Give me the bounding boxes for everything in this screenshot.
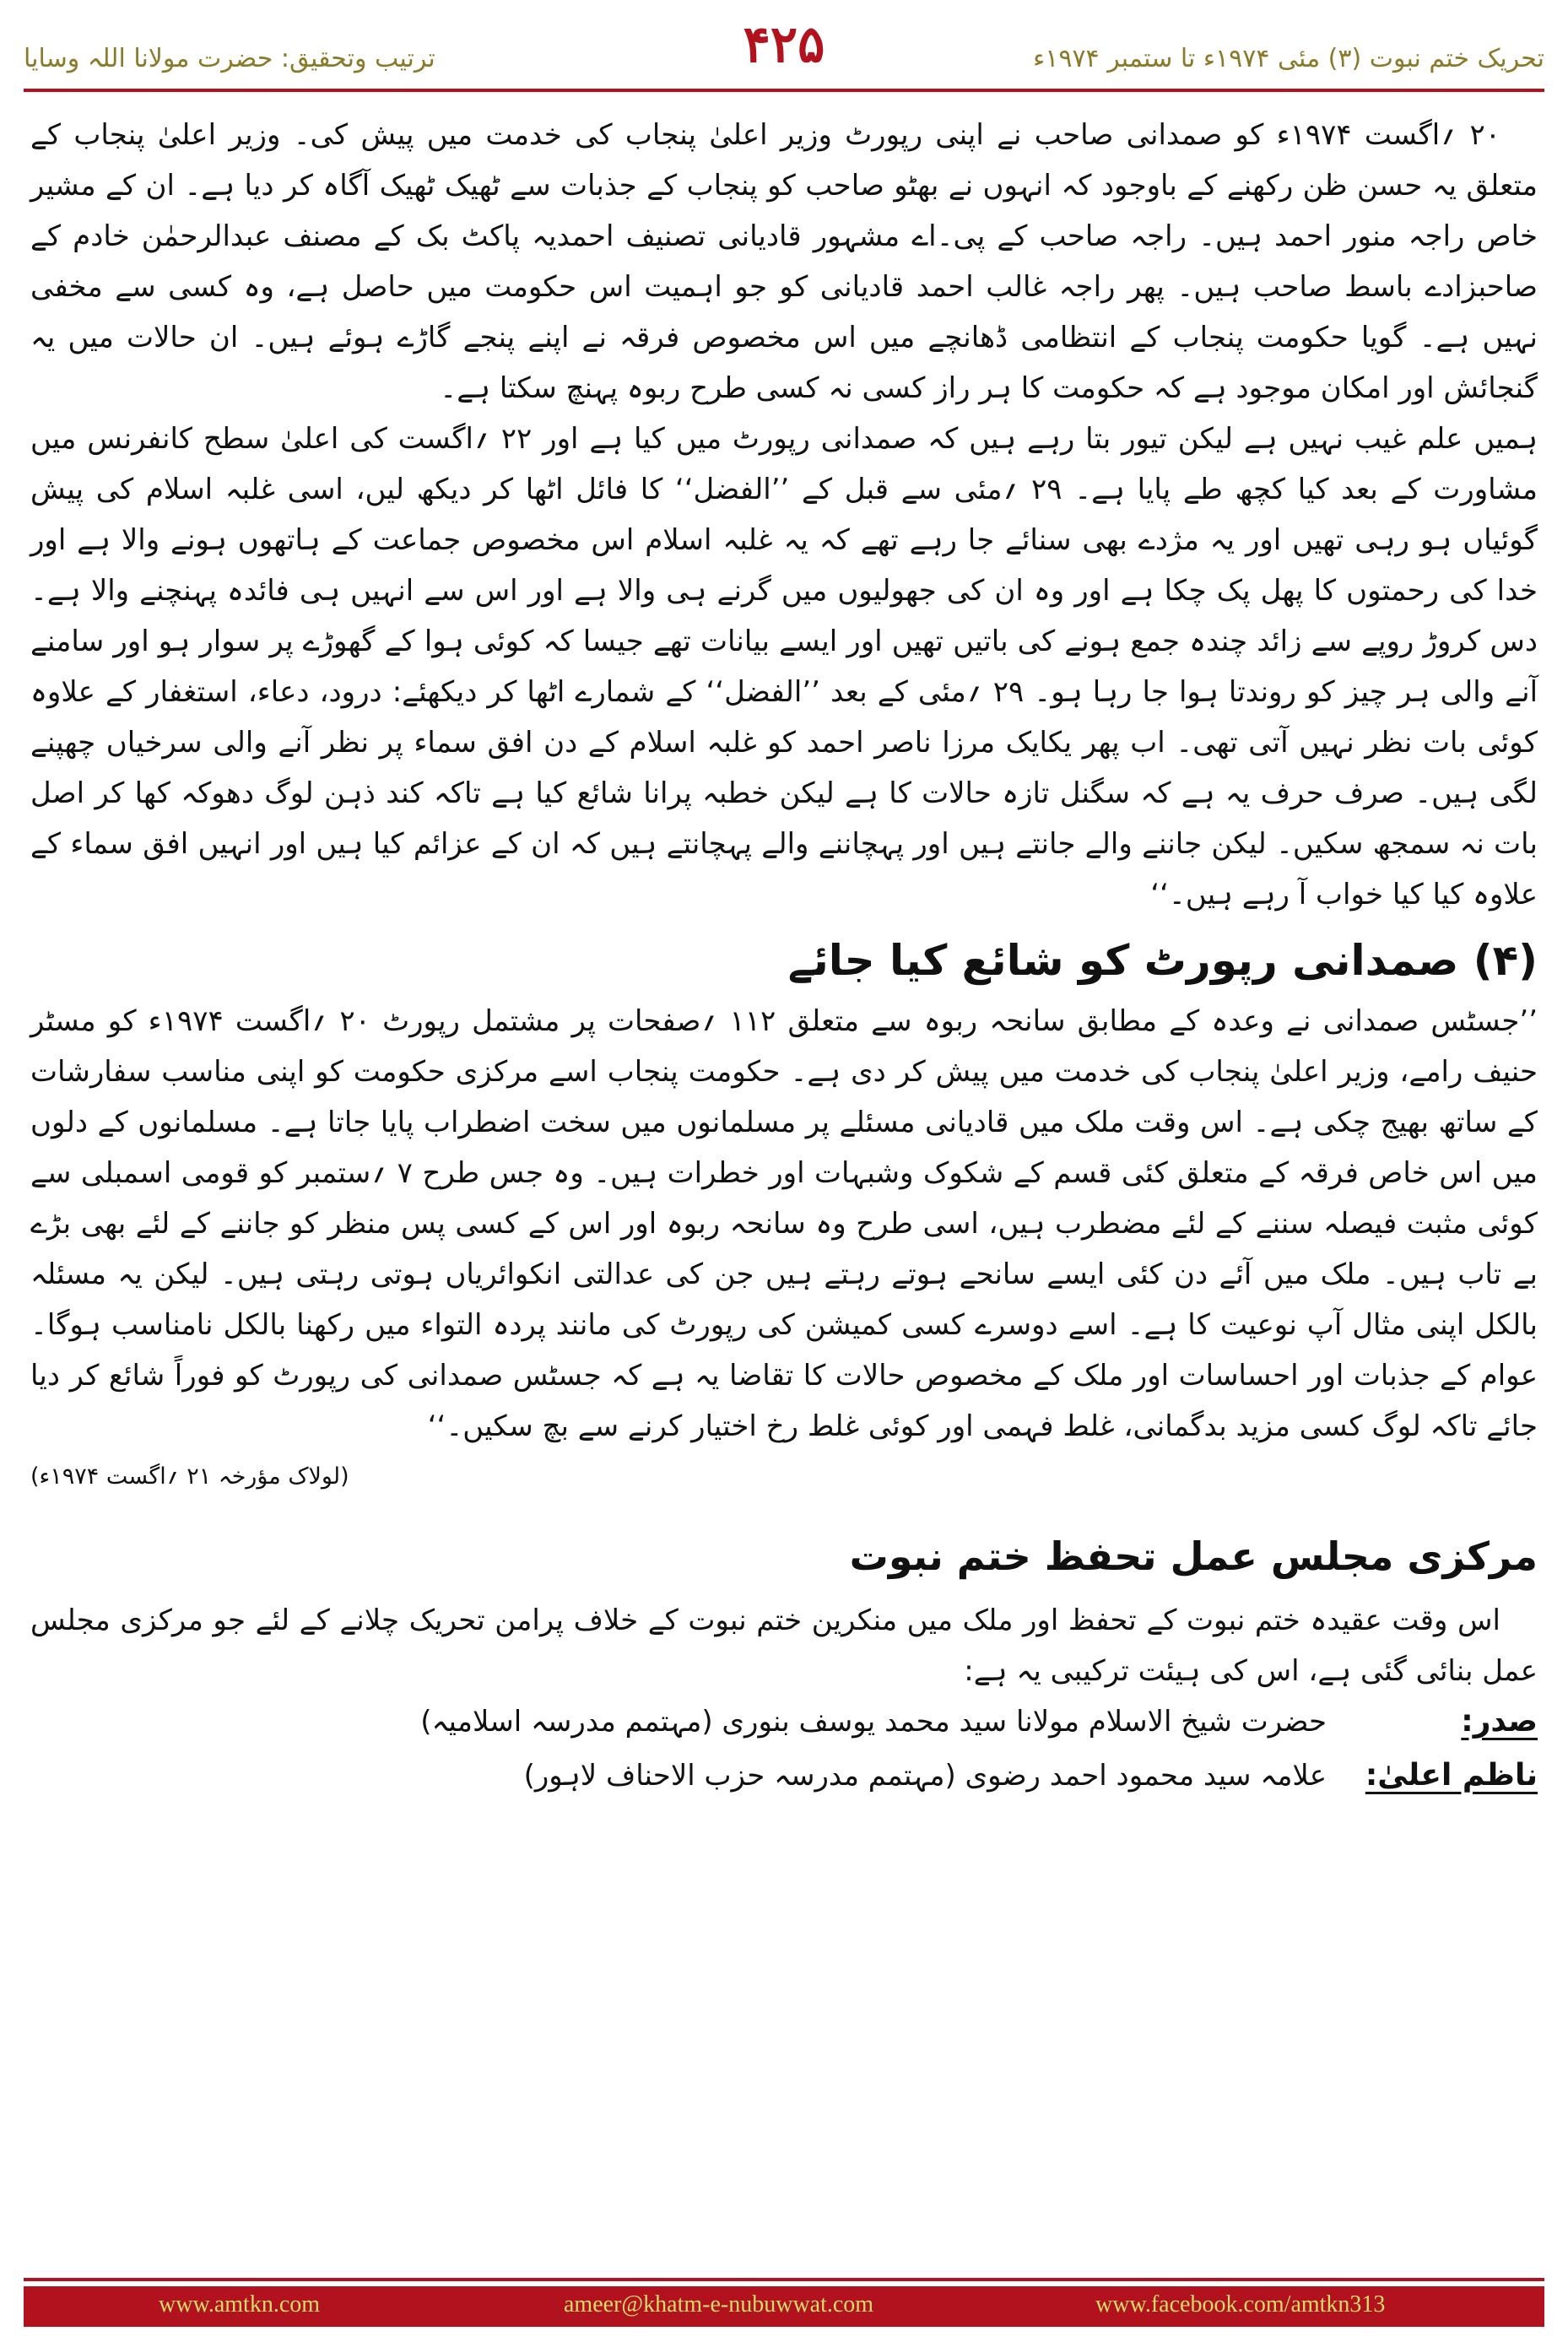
majlis-heading: مرکزی مجلس عمل تحفظ ختم نبوت	[849, 1533, 1538, 1579]
citation-row	[30, 1452, 1538, 1502]
page-header	[24, 15, 1544, 84]
series-title: تحریک ختم نبوت (۳) مئی ۱۹۷۴ء تا ستمبر ۱۹۷۴ء	[1033, 44, 1544, 73]
member-name: علامہ سید محمود احمد رضوی (مہتمم مدرسہ حزب الاحناف لاہور)	[523, 1759, 1327, 1793]
compiler-credit: ترتیب وتحقیق: حضرت مولانا اللہ وسایا	[24, 44, 435, 73]
member-role: ناظم اعلیٰ:	[1365, 1758, 1538, 1793]
footer-rule	[24, 2278, 1544, 2281]
header-rule	[24, 89, 1544, 92]
member-role: صدر:	[1461, 1704, 1538, 1739]
intro-paragraph-2: ہمیں علم غیب نہیں ہے لیکن تیور بتا رہے ہیں کہ صمدانی رپورٹ میں کیا ہے اور ۲۲ ؍اگست کی اعلیٰ سطح کانفرنس میں مشاورت کے بعد کیا کچھ طے پایا ہے۔ ۲۹ ؍مئی سے قبل کے ’’الفضل‘‘ کا فائل اٹھا کر دیکھ لیں، اسی غلبہ اسلام کی پیش گوئیاں ہو رہی تھیں اور یہ مژدے بھی سنائے جا رہے تھے کہ یہ غلبہ اسلام اس مخصوص جماعت کے ہاتھوں ہونے والا ہے اور خدا کی رحمتوں کا پھل پک چکا ہے اور وہ ان کی جھولیوں میں گرنے ہی والا ہے اور اس سے انہیں ہی فائدہ پہنچنے والا ہے۔ دس کروڑ روپے سے زائد چندہ جمع ہونے کی باتیں تھیں اور ایسے بیانات تھے جیسا کہ کوئی ہوا کے گھوڑے پر سوار ہو اور سامنے آنے والی ہر چیز کو روندتا ہوا جا رہا ہو۔ ۲۹ ؍مئی کے بعد ’’الفضل‘‘ کے شمارے اٹھا کر دیکھئے: درود، دعاء، استغفار کے علاوہ کوئی بات نظر نہیں آتی تھی۔ اب پھر یکایک مرزا ناصر احمد کو غلبہ اسلام کے دن افق سماء پر نظر آنے والی سرخیاں چھپنے لگی ہیں۔ صرف حرف یہ ہے کہ سگنل تازہ حالات کا ہے لیکن خطبہ پرانا شائع کیا ہے تاکہ کند ذہن لوگ دھوکہ کھا کر اصل بات نہ سمجھ سکیں۔ لیکن جاننے والے جانتے ہیں اور پہچاننے والے پہچانتے ہیں کہ ان کے عزائم کیا ہیں اور انہیں افق سماء کے علاوہ کیا کیا خواب آ رہے ہیں۔‘‘	[30, 422, 1538, 911]
member-name: حضرت شیخ الاسلام مولانا سید محمد یوسف بنوری (مہتمم مدرسہ اسلامیہ)	[420, 1705, 1327, 1739]
majlis-paragraph: اس وقت عقیدہ ختم نبوت کے تحفظ اور ملک میں منکرین ختم نبوت کے خلاف پرامن تحریک چلانے کے لئے جو مرکزی مجلس عمل بنائی گئی ہے، اس کی ہیئت ترکیبی یہ ہے:	[30, 1604, 1538, 1688]
email-link[interactable]: ameer@khatm-e-nubuwwat.com	[564, 2291, 874, 2318]
facebook-link[interactable]: www.facebook.com/amtkn313	[1095, 2291, 1386, 2318]
page-footer	[24, 2286, 1544, 2327]
member-row	[30, 1696, 1538, 1750]
section4-paragraph: ’’جسٹس صمدانی نے وعدہ کے مطابق سانحہ ربوہ سے متعلق ۱۱۲ ؍صفحات پر مشتمل رپورٹ ۲۰ ؍اگست ۱۹۷۴ء کو مسٹر حنیف رامے، وزیر اعلیٰ پنجاب کی خدمت میں پیش کر دی ہے۔ حکومت پنجاب اسے مرکزی حکومت کو اپنی مناسب سفارشات کے ساتھ بھیج چکی ہے۔ اس وقت ملک میں قادیانی مسئلے پر مسلمانوں میں سخت اضطراب پایا جاتا ہے۔ مسلمانوں کے دلوں میں اس خاص فرقہ کے متعلق کئی قسم کے شکوک وشبہات اور خطرات ہیں۔ وہ جس طرح ۷ ؍ستمبر کو قومی اسمبلی سے کوئی مثبت فیصلہ سننے کے لئے مضطرب ہیں، اسی طرح وہ سانحہ ربوہ اور اس کے کسی پس منظر کو جاننے کے لئے بھی بڑے بے تاب ہیں۔ ملک میں آئے دن کئی ایسے سانحے ہوتے رہتے ہیں جن کی عدالتی انکوائریاں ہوتی رہتی ہیں۔ لیکن یہ مسئلہ بالکل اپنی مثال آپ نوعیت کا ہے۔ اسے دوسرے کسی کمیشن کی رپورٹ کی مانند پردہ التواء میں رکھنا بالکل نامناسب ہوگا۔ عوام کے جذبات اور احساسات اور ملک کے مخصوص حالات کا تقاضا یہ ہے کہ جسٹس صمدانی کی رپورٹ کو فوراً شائع کر دیا جائے تاکہ لوگ کسی مزید بدگمانی، غلط فہمی اور کوئی غلط رخ اختیار کرنے سے بچ سکیں۔‘‘	[30, 1004, 1538, 1443]
website-link[interactable]: www.amtkn.com	[159, 2291, 321, 2318]
intro-paragraph-1: ۲۰ ؍اگست ۱۹۷۴ء کو صمدانی صاحب نے اپنی رپورٹ وزیر اعلیٰ پنجاب کی خدمت میں پیش کی۔ وزیر اعلیٰ پنجاب کے متعلق یہ حسن ظن رکھنے کے باوجود کہ انہوں نے بھٹو صاحب کو پنجاب کے جذبات سے ٹھیک ٹھیک آگاہ کر دیا ہے۔ ان کے مشیر خاص راجہ منور احمد ہیں۔ راجہ صاحب کے پی۔اے مشہور قادیانی تصنیف احمدیہ پاکٹ بک کے مصنف عبدالرحمٰن خادم کے صاحبزادے باسط صاحب ہیں۔ پھر راجہ غالب احمد قادیانی کو جو اہمیت اس حکومت میں حاصل ہے، وہ کسی سے مخفی نہیں ہے۔ گویا حکومت پنجاب کے انتظامی ڈھانچے میں اس مخصوص فرقہ نے اپنے پنجے گاڑے ہوئے ہیں۔ ان حالات میں یہ گنجائش اور امکان موجود ہے کہ حکومت کا ہر راز کسی نہ کسی طرح ربوہ پہنچ سکتا ہے۔	[30, 118, 1538, 405]
member-row	[30, 1750, 1538, 1804]
page-number: ۴۲۵	[743, 15, 825, 74]
page-content	[30, 110, 1538, 2232]
section4-heading: (۴) صمدانی رپورٹ کو شائع کیا جائے	[787, 936, 1538, 985]
source-citation: (لولاک مؤرخہ ۲۱ ؍اگست ۱۹۷۴ء)	[30, 1463, 349, 1490]
